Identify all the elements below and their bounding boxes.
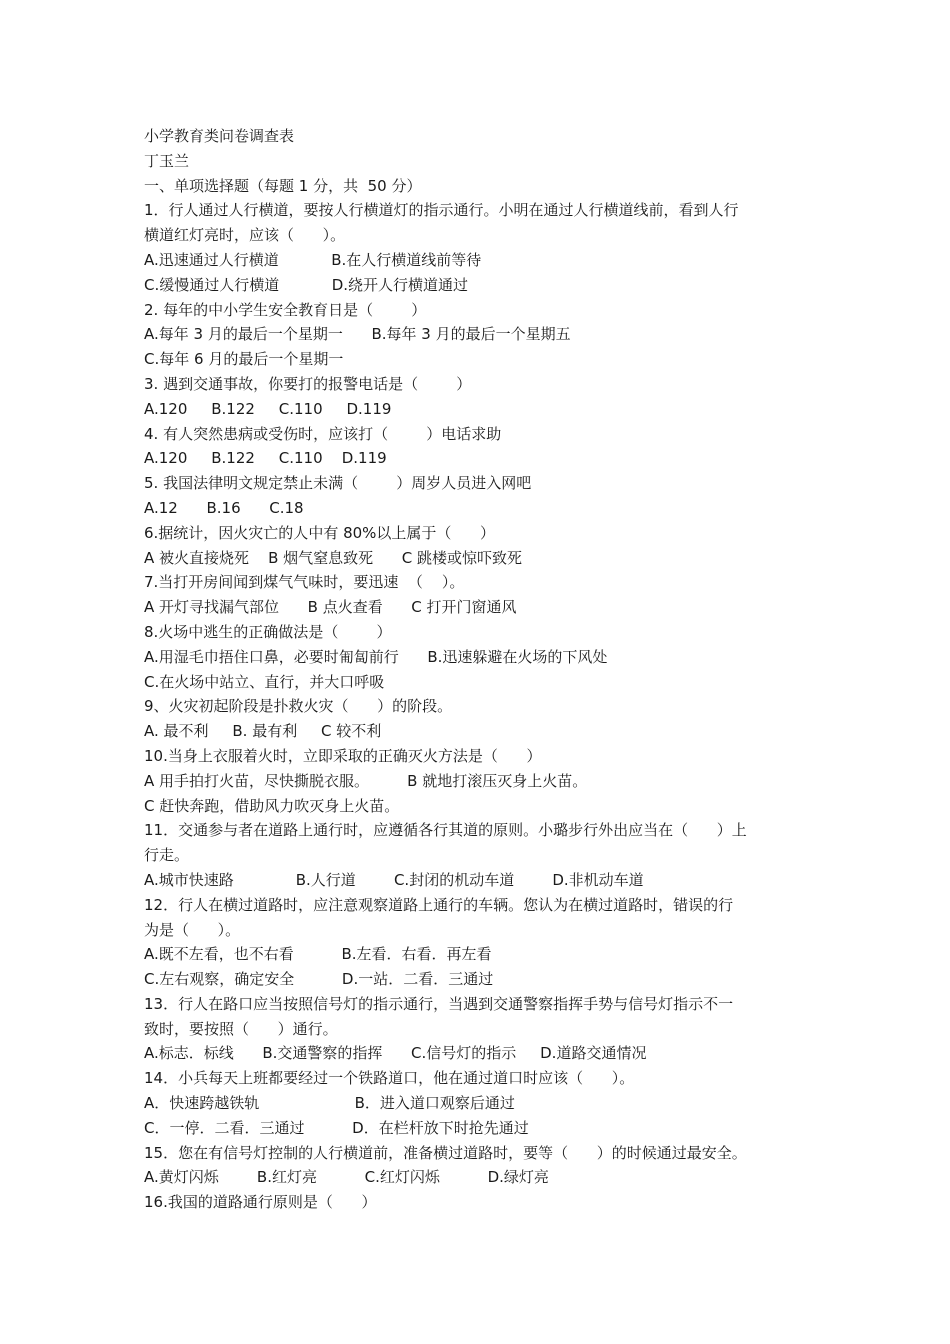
question-2-options-ab: A.每年 3 月的最后一个星期一 B.每年 3 月的最后一个星期五: [144, 325, 571, 344]
question-4-options: A.120 B.122 C.110 D.119: [144, 449, 387, 468]
question-7-options: A 开灯寻找漏气部位 B 点火查看 C 打开门窗通风: [144, 598, 517, 617]
question-6: 6.据统计，因火灾亡的人中有 80%以上属于（ ）: [144, 523, 496, 542]
question-12-line-1: 12．行人在横过道路时，应注意观察道路上通行的车辆。您认为在横过道路时，错误的行: [144, 895, 734, 914]
question-8-options-ab: A.用湿毛巾捂住口鼻，必要时匍匐前行 B.迅速躲避在火场的下风处: [144, 647, 608, 666]
question-2-options-c: C.每年 6 月的最后一个星期一: [144, 350, 344, 369]
question-8: 8.火场中逃生的正确做法是（ ）: [144, 622, 392, 641]
document-title: 小学教育类问卷调查表: [144, 127, 295, 145]
section-heading: 一、单项选择题（每题 1 分，共 50 分）: [144, 176, 422, 195]
question-9-options: A. 最不利 B. 最有利 C 较不利: [144, 722, 382, 741]
question-8-options-c: C.在火场中站立、直行，并大口呼吸: [144, 672, 385, 691]
question-10-options-c: C 赶快奔跑，借助风力吹灭身上火苗。: [144, 796, 400, 815]
question-11-line-1: 11．交通参与者在道路上通行时，应遵循各行其道的原则。小璐步行外出应当在（ ）上: [144, 821, 747, 840]
question-11-options: A.城市快速路 B.人行道 C.封闭的机动车道 D.非机动车道: [144, 870, 644, 889]
question-15: 15．您在有信号灯控制的人行横道前，准备横过道路时，要等（ ）的时候通过最安全。: [144, 1143, 747, 1162]
question-4: 4. 有人突然患病或受伤时，应该打（ ）电话求助: [144, 424, 502, 443]
question-10: 10.当身上衣服着火时，立即采取的正确灭火方法是（ ）: [144, 746, 542, 765]
question-6-options: A 被火直接烧死 B 烟气窒息致死 C 跳楼或惊吓致死: [144, 548, 523, 567]
question-5: 5. 我国法律明文规定禁止未满（ ）周岁人员进入网吧: [144, 474, 532, 493]
question-1-options-ab: A.迅速通过人行横道 B.在人行横道线前等待: [144, 250, 482, 269]
document-author: 丁玉兰: [144, 151, 190, 170]
question-13-options: A.标志．标线 B.交通警察的指挥 C.信号灯的指示 D.道路交通情况: [144, 1044, 647, 1063]
question-7: 7.当打开房间闻到煤气气味时，要迅速 （ ）。: [144, 573, 465, 592]
question-10-options-ab: A 用手拍打火苗，尽快撕脱衣服。 B 就地打滚压灭身上火苗。: [144, 771, 588, 790]
question-1-options-cd: C.缓慢通过人行横道 D.绕开人行横道通过: [144, 275, 469, 294]
question-14: 14．小兵每天上班都要经过一个铁路道口，他在通过道口时应该（ ）。: [144, 1069, 635, 1088]
question-12-options-ab: A.既不左看，也不右看 B.左看．右看．再左看: [144, 945, 492, 964]
question-1-line-1: 1．行人通过人行横道，要按人行横道灯的指示通行。小明在通过人行横道线前，看到人行: [144, 201, 739, 220]
question-12-options-cd: C.左右观察，确定安全 D.一站．二看．三通过: [144, 970, 494, 989]
document-page: [144, 124, 812, 1215]
question-2: 2. 每年的中小学生安全教育日是（ ）: [144, 300, 427, 319]
question-3: 3. 遇到交通事故，你要打的报警电话是（ ）: [144, 374, 472, 393]
question-9: 9、火灾初起阶段是扑救火灾（ ）的阶段。: [144, 697, 453, 716]
question-13-line-1: 13．行人在路口应当按照信号灯的指示通行，当遇到交通警察指挥手势与信号灯指示不一: [144, 994, 734, 1013]
question-1-line-2: 横道红灯亮时，应该（ ）。: [144, 226, 346, 245]
question-14-options-ab: A．快速跨越铁轨 B．进入道口观察后通过: [144, 1094, 515, 1113]
question-12-line-2: 为是（ ）。: [144, 920, 241, 939]
question-14-options-cd: C．一停．二看．三通过 D．在栏杆放下时抢先通过: [144, 1118, 529, 1137]
question-13-line-2: 致时，要按照（ ）通行。: [144, 1019, 338, 1038]
question-15-options: A.黄灯闪烁 B.红灯亮 C.红灯闪烁 D.绿灯亮: [144, 1168, 549, 1187]
question-5-options: A.12 B.16 C.18: [144, 498, 304, 517]
question-16: 16.我国的道路通行原则是（ ）: [144, 1193, 377, 1212]
question-3-options: A.120 B.122 C.110 D.119: [144, 399, 392, 418]
question-11-line-2: 行走。: [144, 846, 190, 865]
